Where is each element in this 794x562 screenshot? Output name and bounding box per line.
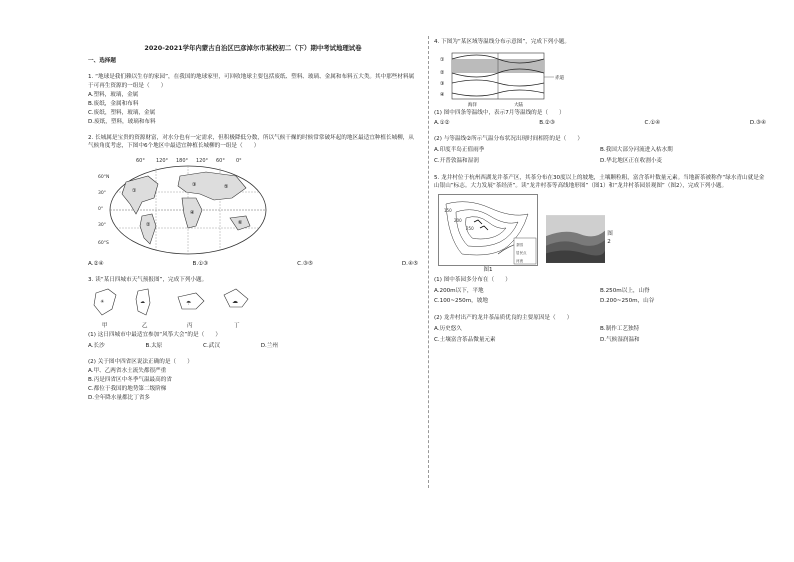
map-mark: ④ <box>190 210 195 217</box>
q2-option-b[interactable]: B.①③ <box>192 261 209 268</box>
q4-sub2-option-c[interactable]: C.开普敦温和湿润 <box>434 157 479 164</box>
q3-sub2-option-c[interactable]: C.都位于我国的地势第二级阶梯 <box>88 386 167 393</box>
question-4 <box>434 38 766 166</box>
q1-option-a[interactable]: A.塑料，玻璃，金属 <box>88 91 139 98</box>
weather-symbol: ☁ <box>232 298 238 306</box>
q4-sub1-option-d[interactable]: D.③④ <box>749 120 766 127</box>
q4-sub2-option-a[interactable]: A.印度半岛正值雨季 <box>434 147 485 154</box>
exam-title: 2020-2021学年内蒙古自治区巴彦淖尔市某校初二（下）期中考试地理试卷 <box>144 44 362 52</box>
map-label: 60°N <box>98 175 110 181</box>
map-mark: ⑥ <box>238 220 243 227</box>
q2-option-d[interactable]: D.④⑤ <box>401 261 418 268</box>
figure-label: 丙 <box>187 323 193 330</box>
weather-forecast-figure <box>92 287 262 331</box>
q3-sub2-stem: (2) 关于图中四省区说法正确的是（ ） <box>88 358 193 365</box>
q3-sub2-option-b[interactable]: B.丙是四省区中冬季气温最高的省 <box>88 376 172 383</box>
q5-sub1-option-c[interactable]: C.100~250m，坡地 <box>434 298 488 305</box>
map-label: 0° <box>236 158 242 165</box>
figure-label: 大陆 <box>514 103 523 109</box>
q3-sub1-option-b[interactable]: B.太原 <box>145 342 163 349</box>
q3-sub1-stem: (1) 这日四城市中最适宜参加“风筝大会”的是（ ） <box>88 332 221 339</box>
question-2 <box>88 134 418 268</box>
figure-1-caption: 图1 <box>483 266 493 273</box>
q2-option-c[interactable]: C.③⑤ <box>297 261 313 268</box>
q3-sub1-option-c[interactable]: C.武汉 <box>203 342 220 349</box>
tea-garden-photo <box>546 214 605 264</box>
figure-mark: ③ <box>440 81 445 88</box>
figure-mark: ④ <box>440 92 445 99</box>
question-3 <box>88 276 418 402</box>
q4-sub1-option-b[interactable]: B.②③ <box>539 120 555 127</box>
figure-label: 甲 <box>102 323 108 330</box>
map-label: 180° <box>176 158 189 165</box>
question-4-stem: 4. 下图为“某区域等温线分布示意图”，完成下列小题。 <box>434 39 570 45</box>
q2-option-a[interactable]: A.②④ <box>88 261 104 268</box>
question-1 <box>88 73 418 126</box>
q3-sub2-option-d[interactable]: D.全年降水量都比丁省多 <box>88 395 151 402</box>
question-5-stem: 5. 龙井村位于杭州西湖龙井茶产区，其茶分布在30度以上的坡地，土壤颗粒粗，富含茶叶数量元素。当地新茶被称作“绿水青山就是金山银山”标志。大力发展“茶经济”。读“龙井村茶等高线地形图”（图1）和“龙井村茶园景观图”（图2），完成下列小题。 <box>434 174 765 189</box>
legend-item: 河流 <box>516 258 523 263</box>
q5-sub1-option-d[interactable]: D.200~250m，山谷 <box>600 298 655 305</box>
left-column <box>88 38 418 404</box>
q3-sub1-option-a[interactable]: A.长沙 <box>88 342 105 349</box>
figure-label: 海洋 <box>468 103 477 109</box>
figure-2-caption: 图2 <box>607 230 613 245</box>
question-1-stem: 1. “地球是我们赖以生存的家园”，在我国的地球家里，可回收地球主要包括废纸、塑料、玻璃、金属和布料五大类。其中那些材料属于可再生资源的一组是（ ） <box>88 74 415 89</box>
q5-sub2-option-b[interactable]: B.制作工艺独特 <box>600 326 640 333</box>
map-mark: ③ <box>192 182 197 189</box>
q5-sub2-stem: (2) 龙井村出产的龙井茶品质优良的主要原因是（ ） <box>434 315 573 322</box>
weather-symbol: ☂ <box>186 300 192 308</box>
q1-option-c[interactable]: C.废纸，塑料，玻璃，金属 <box>88 109 156 116</box>
map-mark: ② <box>146 222 151 229</box>
figure-label: 乙 <box>142 323 148 330</box>
q5-sub2-option-d[interactable]: D.气候湿润温和 <box>600 336 640 343</box>
question-2-stem: 2. 长城属是宝贵的资源财富，对水分也有一定需求，但积极降低分数，所以气候干燥的时候常常破坏起的地区最适宜种植长城柳，从气候角度考虑，下图中6个地区中最适宜种植长城柳的一组是（ ） <box>88 135 414 150</box>
figure-mark: ① <box>440 57 445 64</box>
q1-option-b[interactable]: B.废纸，金属和布料 <box>88 100 139 107</box>
map-label: 60° <box>216 158 225 165</box>
q5-sub2-option-a[interactable]: A.历史悠久 <box>434 326 462 333</box>
world-map-figure <box>96 154 276 258</box>
section-heading: 一、选择题 <box>88 58 116 65</box>
q5-sub1-option-a[interactable]: A.200m以下，平地 <box>434 288 484 295</box>
contour-value: 200 <box>454 217 462 223</box>
q4-sub1-option-a[interactable]: A.①② <box>434 120 450 127</box>
right-column <box>434 38 766 347</box>
q4-sub2-option-d[interactable]: D.华北地区正在收割小麦 <box>600 157 663 164</box>
figure-mark: ② <box>440 70 445 77</box>
q3-sub1-option-d[interactable]: D.兰州 <box>260 342 278 349</box>
legend-item: 居民点 <box>516 250 527 255</box>
q1-option-d[interactable]: D.废纸，塑料，玻璃和布料 <box>88 118 156 125</box>
map-label: 60°S <box>98 241 109 247</box>
q5-sub1-option-b[interactable]: B.250m以上，山脊 <box>600 288 650 295</box>
map-label: 30° <box>98 191 106 197</box>
figure-label: 赤道 <box>555 76 564 82</box>
weather-symbol: ☁ <box>140 299 145 306</box>
map-label: 0° <box>98 207 104 213</box>
contour-value: 250 <box>466 225 474 231</box>
map-mark: ① <box>132 188 137 195</box>
column-divider <box>428 36 429 488</box>
q5-sub2-option-c[interactable]: C.土壤富含茶品微量元素 <box>434 336 496 343</box>
contour-map-figure <box>438 194 538 266</box>
figure-2-wrapper <box>546 214 616 274</box>
figure-1-wrapper <box>438 194 538 274</box>
isotherm-figure <box>438 49 578 109</box>
contour-value: 150 <box>444 207 452 213</box>
q4-sub1-stem: (1) 图中四条等温线中，表示7月等温线的是（ ） <box>434 110 565 117</box>
map-mark: ⑤ <box>224 184 229 191</box>
question-5 <box>434 174 766 345</box>
legend-item: 茶园 <box>516 242 523 247</box>
question-3-stem: 3. 读“某日四城市天气预报图”，完成下列小题。 <box>88 277 208 284</box>
q5-sub1-stem: (1) 图中茶园多分布在（ ） <box>434 276 511 283</box>
map-label: 120° <box>156 158 169 165</box>
map-label: 120° <box>196 158 209 165</box>
q3-sub2-option-a[interactable]: A.甲、乙两省水土流失都很严重 <box>88 367 167 374</box>
q4-sub1-option-c[interactable]: C.①④ <box>644 120 661 127</box>
map-label: 60° <box>136 158 145 165</box>
weather-symbol: ☀ <box>100 299 105 306</box>
map-label: 30° <box>98 223 106 229</box>
figure-label: 丁 <box>234 323 240 330</box>
q4-sub2-option-b[interactable]: B.我国大部分河流进入枯水期 <box>600 147 673 154</box>
q4-sub2-stem: (2) 与等温线②所示气温分布状况出现时间相符的是（ ） <box>434 136 583 143</box>
